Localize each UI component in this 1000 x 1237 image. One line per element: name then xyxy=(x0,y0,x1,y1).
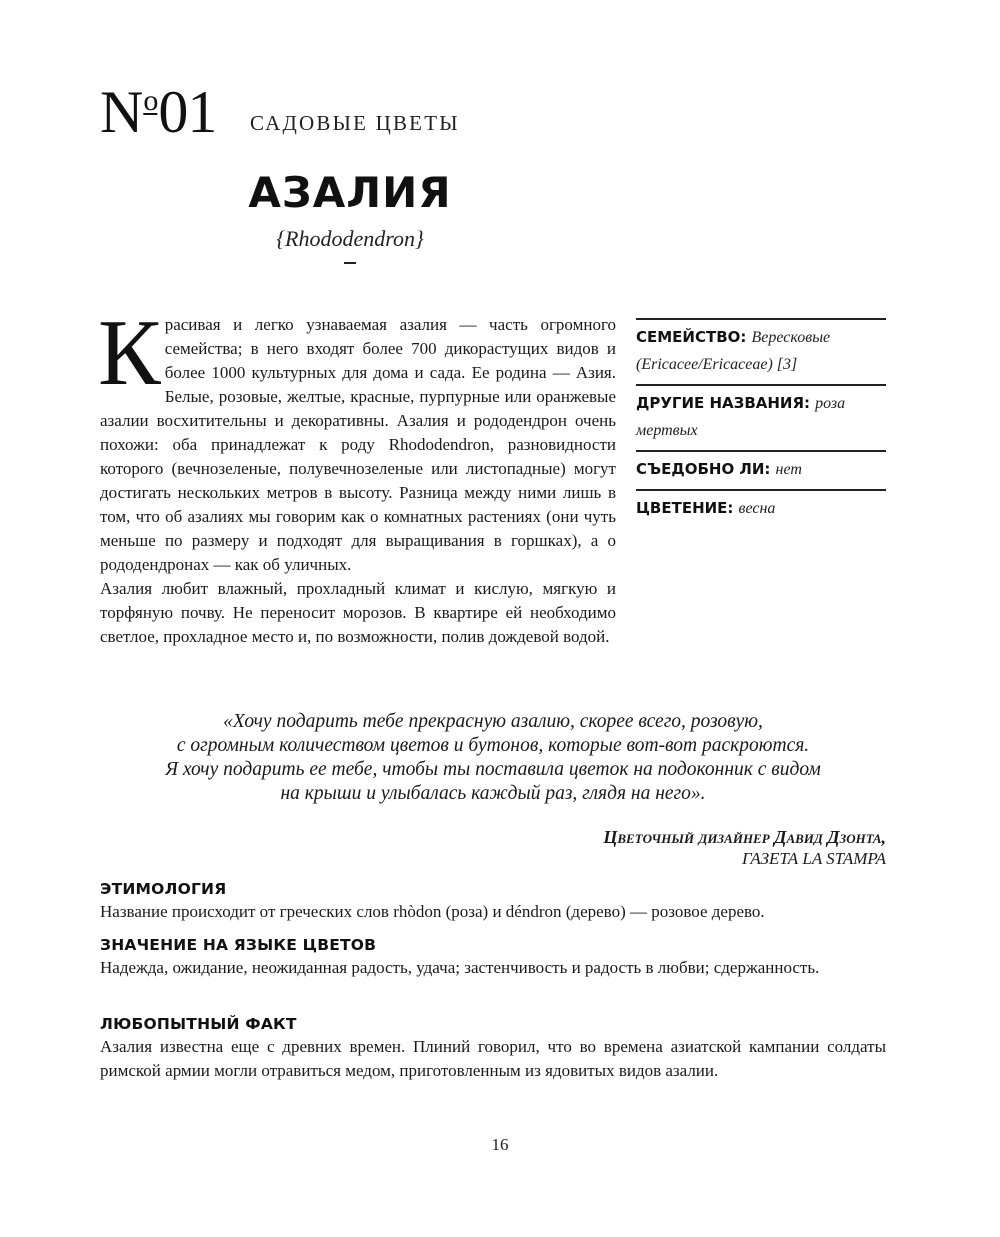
page-number: 16 xyxy=(491,1135,509,1154)
entry-number xyxy=(100,79,217,145)
quote-attribution xyxy=(500,826,886,870)
quote-line: с огромным количеством цветов и бутонов, которые вот-вот раскроются. xyxy=(176,735,810,756)
section-heading: ЭТИМОЛОГИЯ xyxy=(100,880,227,898)
paragraph-1 xyxy=(98,301,616,577)
fact-label: ДРУГИЕ НАЗВАНИЯ: xyxy=(636,394,811,412)
paragraph-1-text: расивая и легко узнаваемая азалия — часть огромного семейства; в него входят более 700 дикорастущих видов и более 1000 культурных для дома и сада. Ее родина — Азия. Белые, розовые, желтые, красные, пурпурные или оранжевые азалии восхитительны и декоративны. Азалия и рододендрон очень похожи: оба принадлежат к роду Rhododendron, разновидности которого (вечнозеленые, полувечнозеленые или листопадные) могут достигать нескольких метров в высоту. Разница между ними лишь в том, что об азалиях мы говорим как о комнатных растениях (они чуть меньше по размеру и подходят для выращивания в горшках), а о рододендронах — как об уличных. xyxy=(100,315,616,574)
facts-sidebar xyxy=(636,318,886,528)
section-fact xyxy=(100,1013,886,1083)
pull-quote xyxy=(100,710,886,806)
quote-line: «Хочу подарить тебе прекрасную азалию, скорее всего, розовую, xyxy=(223,711,763,732)
section-text: Азалия известна еще с древних времен. Плиний говорил, что во времена азиатской кампании солдаты римской армии могли отравиться медом, приготовленным из ядовитых видов азалии. xyxy=(100,1037,886,1080)
fact-other-names xyxy=(636,384,886,450)
drop-cap: К xyxy=(98,301,161,405)
title-divider xyxy=(344,262,356,264)
quote-source: ГАЗЕТА LA STAMPA xyxy=(742,849,886,868)
fact-edible xyxy=(636,450,886,489)
quote-line: на крыши и улыбалась каждый раз, глядя на него». xyxy=(280,783,706,804)
fact-blooming xyxy=(636,489,886,528)
fact-family xyxy=(636,318,886,384)
number-prefix: N xyxy=(100,79,143,145)
facts-list xyxy=(636,318,886,528)
fact-value: роза мертвых xyxy=(636,395,846,439)
section-meaning xyxy=(100,934,886,980)
category-label: САДОВЫЕ ЦВЕТЫ xyxy=(250,111,460,135)
section-heading: ЗНАЧЕНИЕ НА ЯЗЫКЕ ЦВЕТОВ xyxy=(100,936,377,954)
fact-label: СЕМЕЙСТВО: xyxy=(636,328,747,346)
fact-value: нет xyxy=(775,461,802,478)
paragraph-2: Азалия любит влажный, прохладный климат и кислую, мягкую и торфяную почву. Не переносит морозов. В квартире ей необходимо светлое, прохладное место и, по возможности, полив дождевой водой. xyxy=(100,579,616,646)
page-title: АЗАЛИЯ xyxy=(248,168,452,217)
main-text xyxy=(98,301,616,649)
fact-value: весна xyxy=(738,500,776,517)
quote-line: Я хочу подарить ее тебе, чтобы ты поставила цветок на подоконник с видом xyxy=(165,759,821,780)
section-text: Название происходит от греческих слов rhòdon (роза) и déndron (дерево) — розовое дерево. xyxy=(100,902,765,921)
section-text: Надежда, ожидание, неожиданная радость, удача; застенчивость и радость в любви; сдержанность. xyxy=(100,958,820,977)
section-heading: ЛЮБОПЫТНЫЙ ФАКТ xyxy=(100,1015,297,1033)
quote-author: Цветочный дизайнер Давид Дзонта, xyxy=(603,827,886,847)
fact-label: ЦВЕТЕНИЕ: xyxy=(636,499,734,517)
fact-value: Вересковые (Ericacee/Ericaceae) [3] xyxy=(636,329,831,373)
section-etymology xyxy=(100,878,886,924)
fact-label: СЪЕДОБНО ЛИ: xyxy=(636,460,771,478)
latin-name: {Rhododendron} xyxy=(276,226,424,251)
number-superscript: o xyxy=(143,84,158,117)
number-value: 01 xyxy=(158,79,217,145)
